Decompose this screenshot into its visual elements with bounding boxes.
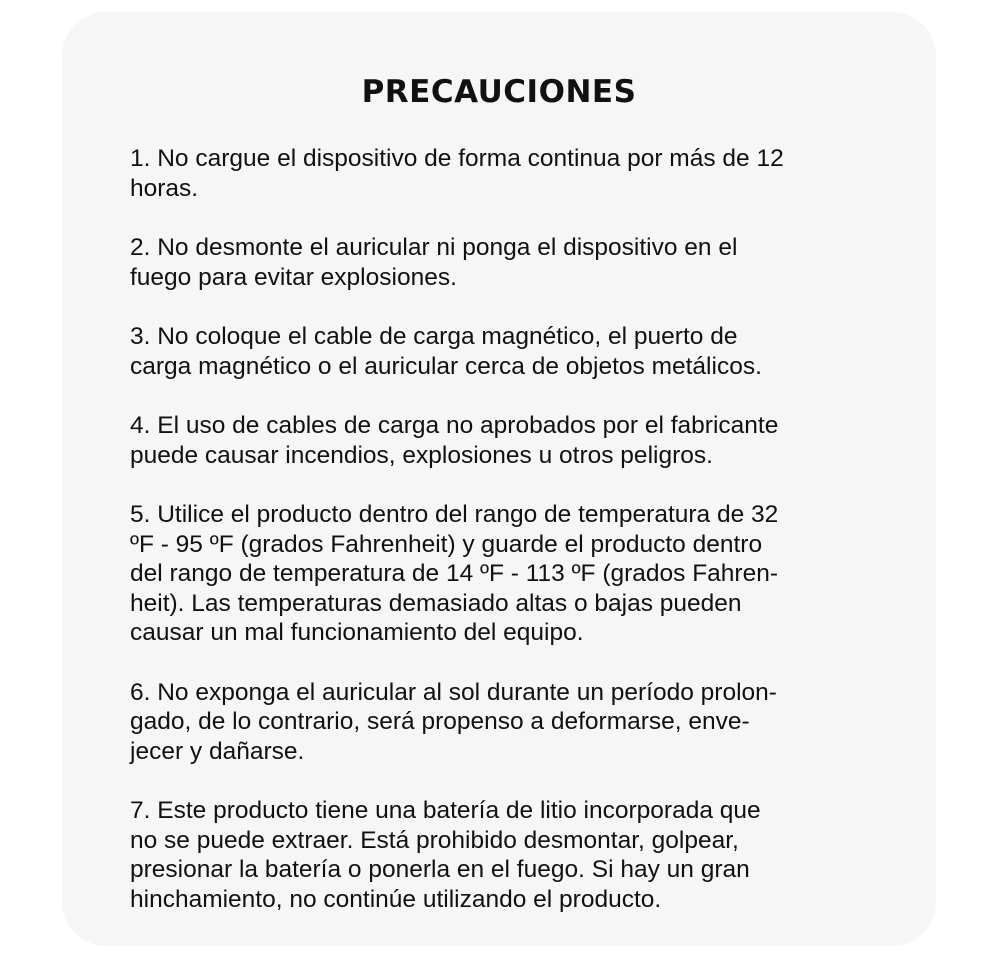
precaution-item: 2. No desmonte el auricular ni ponga el dispositivo en el fuego para evitar explosiones.: [130, 234, 738, 291]
precaution-item: 5. Utilice el producto dentro del rango de temperatura de 32 ºF - 95 ºF (grados Fahrenheit) y guarde el producto dentro del rango de temperatura de 14 ºF - 113 ºF (grados Fahren- heit). Las temperaturas demasiado altas o bajas pueden causar un mal funcionamiento del equipo.: [130, 501, 779, 646]
precaution-item: 6. No exponga el auricular al sol durante un período prolon- gado, de lo contrario, será propenso a deformarse, enve- jecer y dañarse.: [130, 678, 777, 765]
precaution-item: 7. Este producto tiene una batería de litio incorporada que no se puede extraer. Está prohibido desmontar, golpear, presionar la batería o ponerla en el fuego. Si hay un gran hinchamiento, no continúe utilizando el producto.: [130, 797, 761, 913]
precautions-list: [130, 144, 890, 944]
page-title: PRECAUCIONES: [361, 74, 637, 110]
precaution-item: 3. No coloque el cable de carga magnético, el puerto de carga magnético o el auricular cerca de objetos metálicos.: [130, 323, 762, 380]
precaution-item: 4. El uso de cables de carga no aprobados por el fabricante puede causar incendios, explosiones u otros peligros.: [130, 412, 779, 469]
precaution-item: 1. No cargue el dispositivo de forma continua por más de 12 horas.: [130, 145, 784, 202]
